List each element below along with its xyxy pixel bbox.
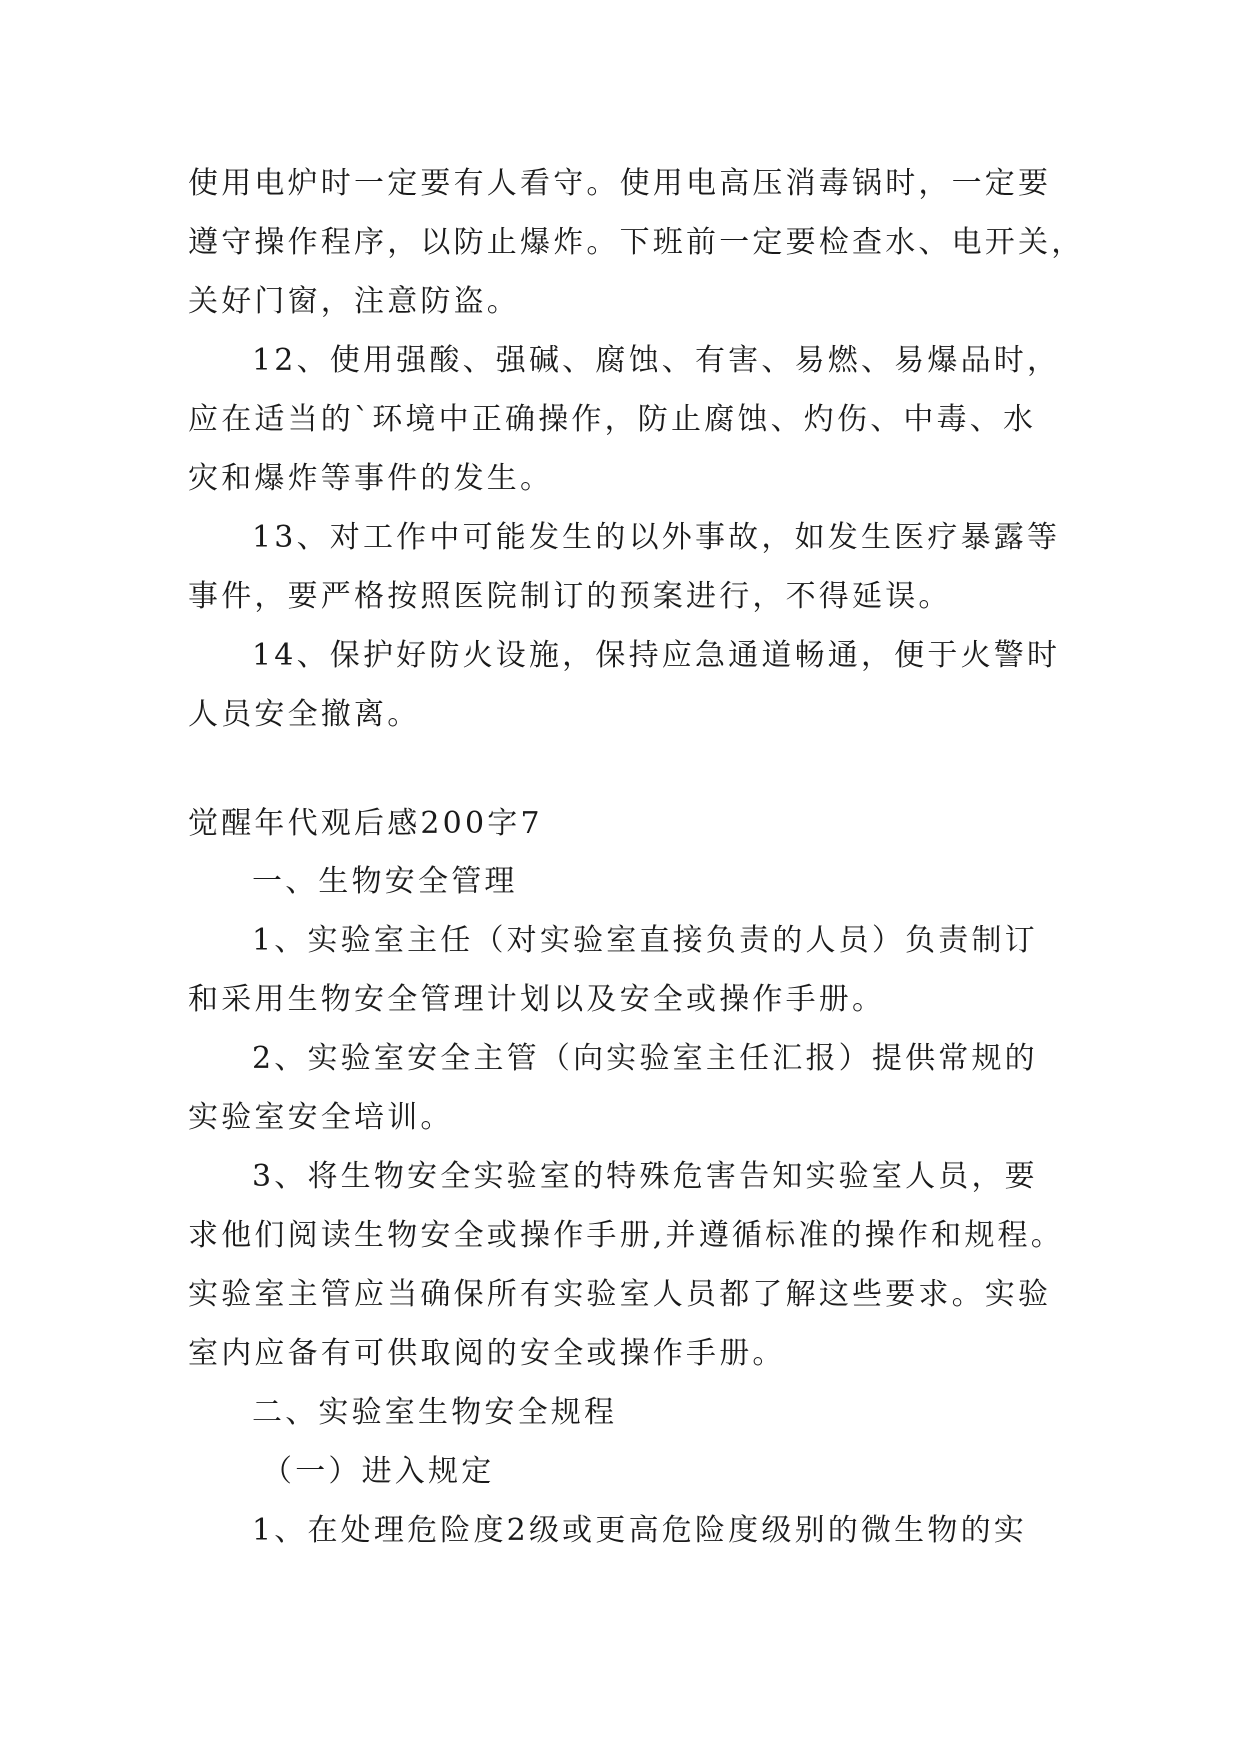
paragraph-line: 求他们阅读生物安全或操作手册,并遵循标准的操作和规程。 xyxy=(188,1218,1064,1253)
section-title: 觉醒年代观后感200字7 xyxy=(188,806,543,841)
paragraph-line: 灾和爆炸等事件的发生。 xyxy=(188,461,554,496)
paragraph-line: 实验室安全培训。 xyxy=(188,1100,454,1135)
paragraph-line: 1、在处理危险度2级或更高危险度级别的微生物的实 xyxy=(252,1513,1027,1548)
paragraph-line: 室内应备有可供取阅的安全或操作手册。 xyxy=(188,1336,786,1371)
paragraph-line: 人员安全撤离。 xyxy=(188,697,421,732)
paragraph-line: 1、实验室主任（对实验室直接负责的人员）负责制订 xyxy=(252,923,1038,958)
subsection-heading: （一）进入规定 xyxy=(262,1454,495,1489)
section-heading: 一、生物安全管理 xyxy=(252,864,518,899)
paragraph-line: 13、对工作中可能发生的以外事故，如发生医疗暴露等 xyxy=(252,520,1061,555)
paragraph-line: 14、保护好防火设施，保持应急通道畅通，便于火警时 xyxy=(252,638,1061,673)
paragraph-line: 事件，要严格按照医院制订的预案进行，不得延误。 xyxy=(188,579,952,614)
paragraph-line: 遵守操作程序，以防止爆炸。下班前一定要检查水、电开关， xyxy=(188,225,1085,260)
section-heading: 二、实验室生物安全规程 xyxy=(252,1395,618,1430)
paragraph-line: 实验室主管应当确保所有实验室人员都了解这些要求。实验 xyxy=(188,1277,1052,1312)
paragraph-line: 使用电炉时一定要有人看守。使用电高压消毒锅时，一定要 xyxy=(188,166,1052,201)
paragraph-line: 2、实验室安全主管（向实验室主任汇报）提供常规的 xyxy=(252,1041,1038,1076)
paragraph-line: 应在适当的`环境中正确操作，防止腐蚀、灼伤、中毒、水 xyxy=(188,402,1037,437)
paragraph-line: 3、将生物安全实验室的特殊危害告知实验室人员，要 xyxy=(252,1159,1038,1194)
paragraph-line: 12、使用强酸、强碱、腐蚀、有害、易燃、易爆品时， xyxy=(252,343,1061,378)
paragraph-line: 关好门窗，注意防盗。 xyxy=(188,284,520,319)
paragraph-line: 和采用生物安全管理计划以及安全或操作手册。 xyxy=(188,982,886,1017)
